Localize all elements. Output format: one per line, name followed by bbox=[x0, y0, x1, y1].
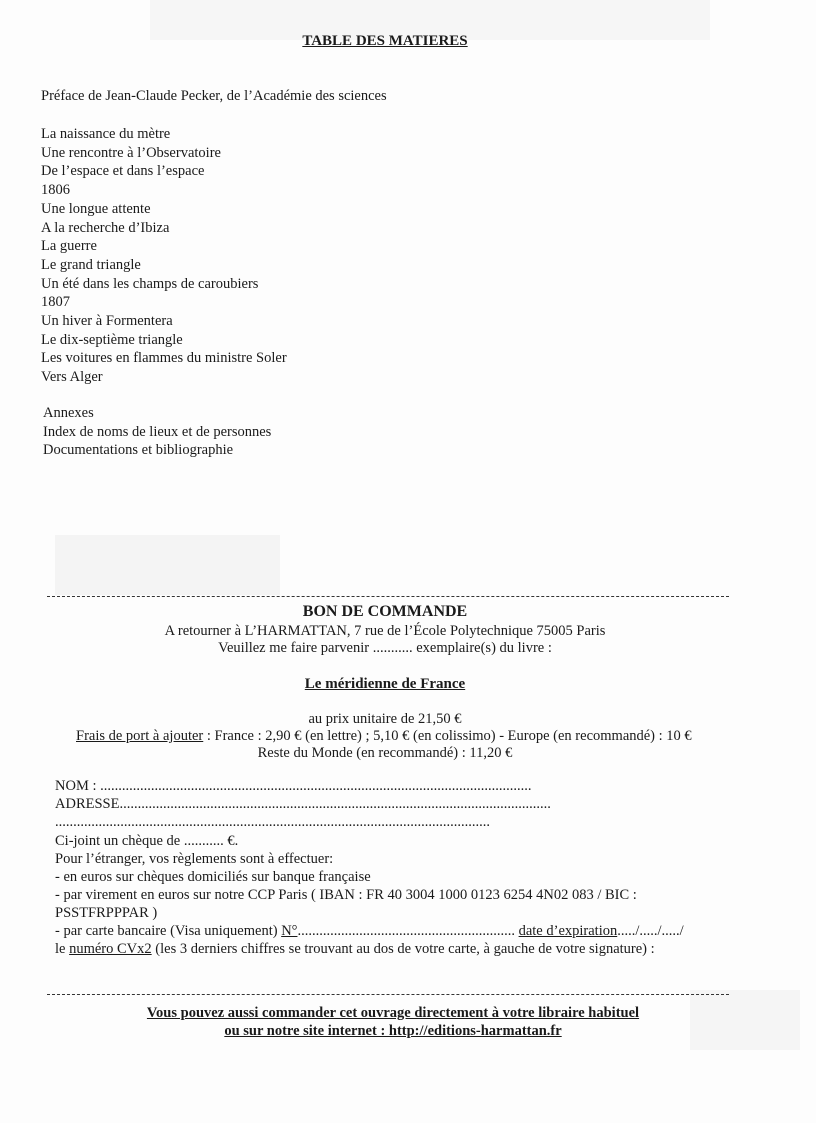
cvx-line bbox=[55, 940, 684, 958]
footer-bookseller: Vous pouvez aussi commander cet ouvrage directement à votre libraire habituel bbox=[146, 1005, 640, 1021]
card-prefix: - par carte bancaire (Visa uniquement) bbox=[55, 923, 282, 939]
address-field[interactable]: ADRESSE....................................................................................................................... bbox=[55, 796, 551, 812]
card-number-label: N° bbox=[281, 923, 298, 939]
chapter-item: La guerre bbox=[41, 238, 97, 255]
shipping-label: Frais de port à ajouter bbox=[76, 728, 204, 744]
chapter-item: Le dix-septième triangle bbox=[41, 331, 183, 348]
card-number-field[interactable]: ............................................................ bbox=[297, 923, 519, 939]
preface-entry: Préface de Jean-Claude Pecker, de l’Académie des sciences bbox=[41, 88, 387, 104]
chapter-list bbox=[41, 125, 287, 387]
cvx-label: numéro CVx2 bbox=[69, 941, 152, 957]
cheque-amount-field[interactable]: Ci-joint un chèque de ........... €. bbox=[55, 833, 239, 849]
foreign-cheque-option: - en euros sur chèques domiciliés sur banque française bbox=[55, 869, 371, 885]
foreign-payment-heading: Pour l’étranger, vos règlements sont à effectuer: bbox=[55, 851, 334, 867]
shipping-text: : France : 2,90 € (en lettre) ; 5,10 € (en colissimo) - Europe (en recommandé) : 10 € bbox=[203, 728, 692, 744]
annex-list bbox=[43, 404, 271, 460]
chapter-item: 1806 bbox=[41, 182, 70, 199]
scan-bleedthrough-image bbox=[55, 535, 280, 595]
order-top-divider bbox=[47, 596, 729, 597]
order-title: BON DE COMMANDE bbox=[302, 603, 468, 620]
bank-transfer-option: - par virement en euros sur notre CCP Paris ( IBAN : FR 40 3004 1000 0123 6254 4N02 083 / BIC : bbox=[55, 887, 637, 903]
shipping-costs bbox=[76, 728, 692, 745]
shipping-world: Reste du Monde (en recommandé) : 11,20 € bbox=[257, 745, 513, 761]
name-field[interactable]: NOM : ....................................................................................................................... bbox=[55, 778, 532, 794]
chapter-item: A la recherche d’Ibiza bbox=[41, 219, 170, 236]
card-expiry-label: date d’expiration bbox=[518, 923, 618, 939]
order-bottom-divider bbox=[47, 994, 729, 995]
chapter-item: De l’espace et dans l’espace bbox=[41, 163, 205, 180]
toc-title: TABLE DES MATIERES bbox=[302, 33, 468, 49]
chapter-item: Un hiver à Formentera bbox=[41, 313, 173, 330]
annex-item: Index de noms de lieux et de personnes bbox=[43, 423, 272, 440]
chapter-item: Le grand triangle bbox=[41, 256, 141, 273]
bank-bic: PSSTFRPPPAR ) bbox=[55, 905, 158, 921]
unit-price: au prix unitaire de 21,50 € bbox=[308, 711, 462, 727]
annex-item: Annexes bbox=[43, 405, 94, 421]
annex-item: Documentations et bibliographie bbox=[43, 442, 234, 459]
card-payment-option bbox=[55, 922, 684, 940]
chapter-item: Une rencontre à l’Observatoire bbox=[41, 144, 221, 161]
chapter-item: Une longue attente bbox=[41, 200, 151, 217]
book-title: Le méridienne de France bbox=[304, 676, 466, 692]
chapter-item: Les voitures en flammes du ministre Soler bbox=[41, 350, 287, 367]
customer-fields bbox=[55, 777, 551, 831]
footer-website-link[interactable]: ou sur notre site internet : http://editions-harmattan.fr bbox=[224, 1023, 562, 1039]
cvx-text: (les 3 derniers chiffres se trouvant au dos de votre carte, à gauche de votre signature) : bbox=[151, 941, 655, 957]
card-expiry-field[interactable]: ...../...../...../ bbox=[617, 923, 684, 939]
cvx-prefix: le bbox=[55, 941, 70, 957]
chapter-item: La naissance du mètre bbox=[41, 126, 171, 142]
chapter-item: Un été dans les champs de caroubiers bbox=[41, 275, 259, 292]
chapter-item: 1807 bbox=[41, 294, 70, 311]
order-request: Veuillez me faire parvenir ........... exemplaire(s) du livre : bbox=[218, 640, 552, 656]
return-address: A retourner à L’HARMATTAN, 7 rue de l’École Polytechnique 75005 Paris bbox=[164, 623, 606, 639]
payment-details bbox=[55, 832, 684, 958]
chapter-item: Vers Alger bbox=[41, 369, 103, 386]
address-field-line2[interactable]: ........................................................................................................................ bbox=[55, 814, 490, 830]
